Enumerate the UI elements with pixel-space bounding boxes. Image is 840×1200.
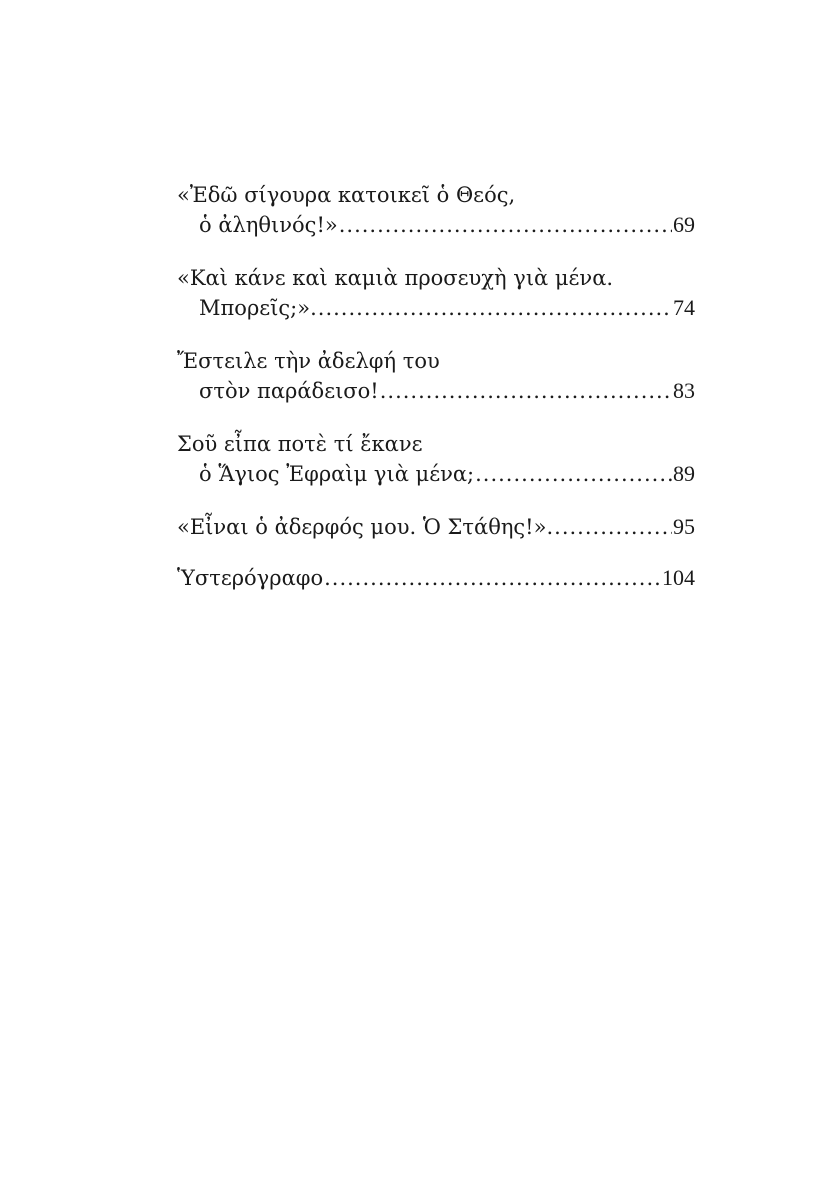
dot-leader bbox=[324, 563, 661, 593]
toc-page-number: 69 bbox=[673, 212, 695, 237]
dot-leader bbox=[554, 512, 672, 542]
toc-entry-leader-line bbox=[177, 293, 695, 323]
toc-entry[interactable] bbox=[177, 429, 695, 489]
toc-page-number: 74 bbox=[673, 295, 695, 320]
toc-page-number: 83 bbox=[673, 378, 695, 403]
toc-entry-leader-line bbox=[177, 210, 695, 240]
toc-entry[interactable] bbox=[177, 512, 695, 542]
dot-leader bbox=[475, 459, 672, 489]
toc-entry-title-line2: Μπορεῖς;». bbox=[199, 296, 317, 320]
toc-entry-title-line1: Σοῦ εἶπα ποτὲ τί ἔκανε bbox=[177, 432, 423, 456]
toc-entry[interactable] bbox=[177, 563, 695, 593]
toc-entry[interactable] bbox=[177, 346, 695, 406]
toc-entry-leader-line bbox=[177, 563, 695, 593]
toc-entry-leader-line bbox=[177, 459, 695, 489]
toc-entry[interactable] bbox=[177, 263, 695, 323]
toc-entry-title: Ὑστερόγραφο bbox=[177, 566, 324, 590]
toc-entry-title-line1: «Καὶ κάνε καὶ καμιὰ προσευχὴ γιὰ μένα. bbox=[177, 266, 614, 290]
toc-entry-leader-line bbox=[177, 512, 695, 542]
toc-page-number: 95 bbox=[673, 514, 695, 539]
toc-entry-leader-line bbox=[177, 376, 695, 406]
dot-leader bbox=[318, 293, 672, 323]
toc-entry-title-line2: ὁ ἀληθινός!» bbox=[199, 213, 338, 237]
toc-entry-title-line1: «Ἐδῶ σίγουρα κατοικεῖ ὁ Θεός, bbox=[177, 183, 516, 207]
toc-page-number: 104 bbox=[662, 565, 695, 590]
toc-entry-title-line1: Ἔστειλε τὴν ἀδελφή του bbox=[177, 349, 440, 373]
toc-entry-title-line2: ὁ Ἅγιος Ἐφραὶμ γιὰ μένα; bbox=[199, 462, 475, 486]
toc-entry-title: «Εἶναι ὁ ἀδερφός μου. Ὁ Στάθης!». bbox=[177, 515, 554, 539]
toc-page-number: 89 bbox=[673, 461, 695, 486]
dot-leader bbox=[339, 210, 672, 240]
toc-entry[interactable] bbox=[177, 180, 695, 240]
table-of-contents bbox=[177, 180, 695, 614]
dot-leader bbox=[380, 376, 672, 406]
toc-entry-title-line2: στὸν παράδεισο! bbox=[199, 379, 379, 403]
